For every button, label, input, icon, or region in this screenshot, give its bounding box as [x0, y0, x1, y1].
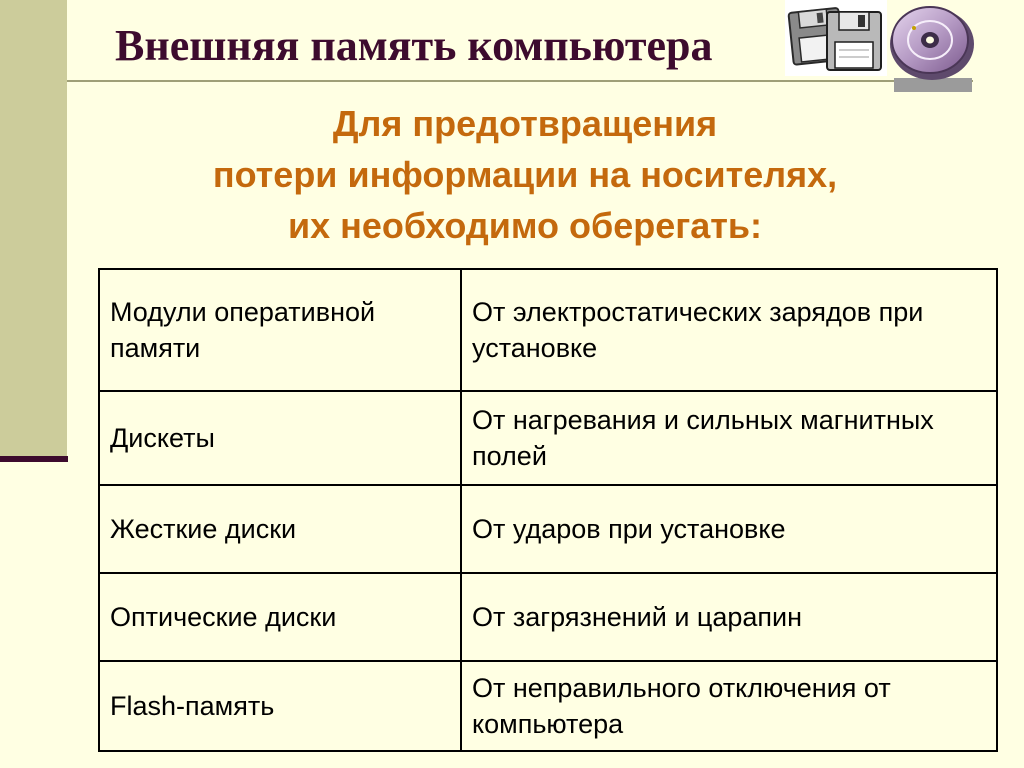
floppy-disk-icon — [785, 0, 887, 76]
subtitle-line-3: их необходимо оберегать: — [287, 205, 763, 246]
protection-cell: От неправильного отключения от компьютера — [461, 661, 997, 751]
sidebar-divider — [0, 456, 68, 462]
optical-disc-icon — [886, 2, 976, 94]
slide-title: Внешняя память компьютера — [115, 21, 713, 70]
media-cell: Модули оперативной памяти — [99, 269, 461, 391]
storage-care-table — [98, 268, 998, 752]
media-cell: Жесткие диски — [99, 485, 461, 573]
table-row — [99, 269, 997, 391]
title-divider — [67, 80, 973, 82]
table-row — [99, 485, 997, 573]
subtitle-line-1: Для предотвращения — [332, 103, 718, 144]
media-cell: Оптические диски — [99, 573, 461, 661]
protection-cell: От электростатических зарядов при установке — [461, 269, 997, 391]
subtitle-line-2: потери информации на носителях, — [212, 154, 838, 195]
media-cell: Flash-память — [99, 661, 461, 751]
protection-cell: От ударов при установке — [461, 485, 997, 573]
media-cell: Дискеты — [99, 391, 461, 485]
table-row — [99, 573, 997, 661]
table-row — [99, 391, 997, 485]
protection-cell: От нагревания и сильных магнитных полей — [461, 391, 997, 485]
subtitle — [100, 98, 950, 251]
protection-cell: От загрязнений и царапин — [461, 573, 997, 661]
table-row — [99, 661, 997, 751]
decorative-sidebar — [0, 0, 67, 458]
